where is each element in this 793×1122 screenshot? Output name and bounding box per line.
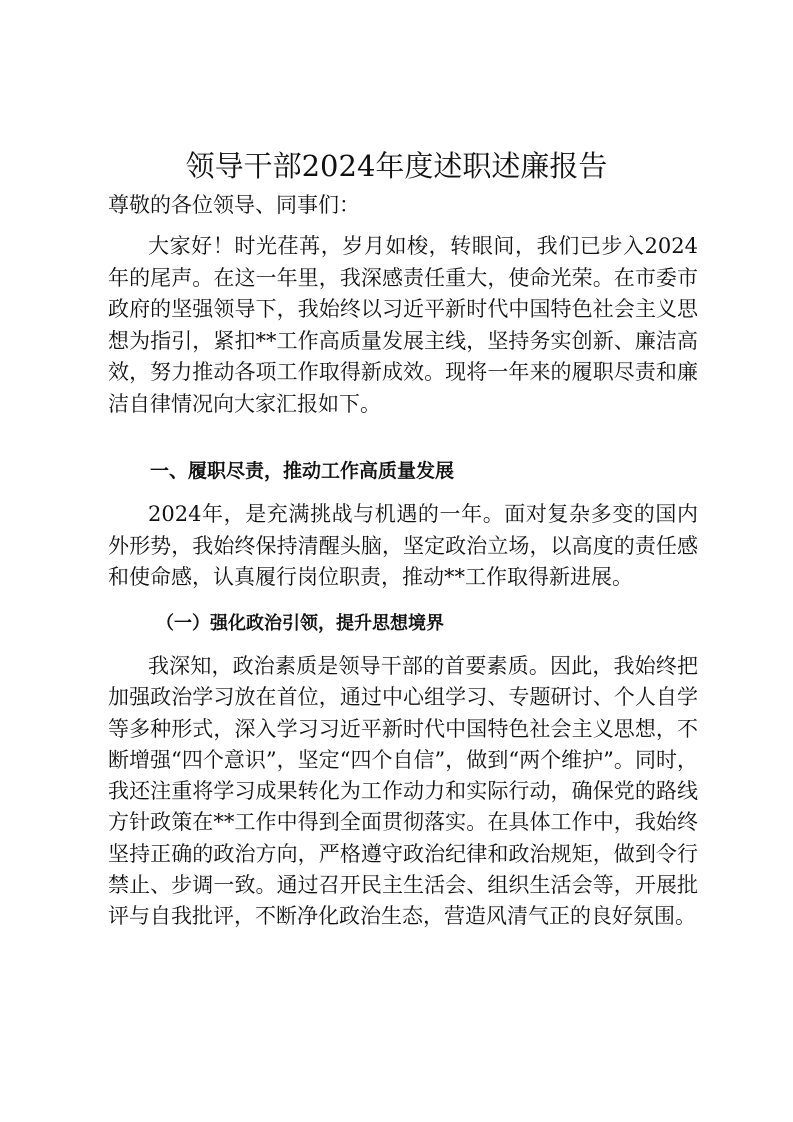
section-1-paragraph: 2024年，是充满挑战与机遇的一年。面对复杂多变的国内外形势，我始终保持清醒头脑，坚定政治立场，以高度的责任感和使命感，认真履行岗位职责，推动**工作取得新进展。 (108, 502, 698, 589)
subsection-heading-1: （一）强化政治引领，提升思想境界 (156, 613, 444, 634)
intro-paragraph: 大家好！时光荏苒，岁月如梭，转眼间，我们已步入2024年的尾声。在这一年里，我深感责任重大，使命光荣。在市委市政府的坚强领导下，我始终以习近平新时代中国特色社会主义思想为指引，紧扣**工作高质量发展主线，坚持务实创新、廉洁高效，努力推动各项工作取得新成效。现将一年来的履职尽责和廉洁自律情况向大家汇报如下。 (108, 234, 698, 416)
subsection-1-paragraph: 我深知，政治素质是领导干部的首要素质。因此，我始终把加强政治学习放在首位，通过中心组学习、专题研讨、个人自学等多种形式，深入学习习近平新时代中国特色社会主义思想，不断增强“四个意识”，坚定“四个自信”，做到“两个维护”。同时，我还注重将学习成果转化为工作动力和实际行动，确保党的路线方针政策在**工作中得到全面贯彻落实。在具体工作中，我始终坚持正确的政治方向，严格遵守政治纪律和政治规矩，做到令行禁止、步调一致。通过召开民主生活会、组织生活会等，开展批评与自我批评，不断净化政治生态，营造风清气正的良好氛围。 (108, 654, 698, 929)
page-title: 领导干部2024年度述职述廉报告 (185, 149, 608, 183)
section-heading-1: 一、履职尽责，推动工作高质量发展 (150, 460, 455, 482)
salutation: 尊敬的各位领导、同事们： (108, 193, 360, 217)
